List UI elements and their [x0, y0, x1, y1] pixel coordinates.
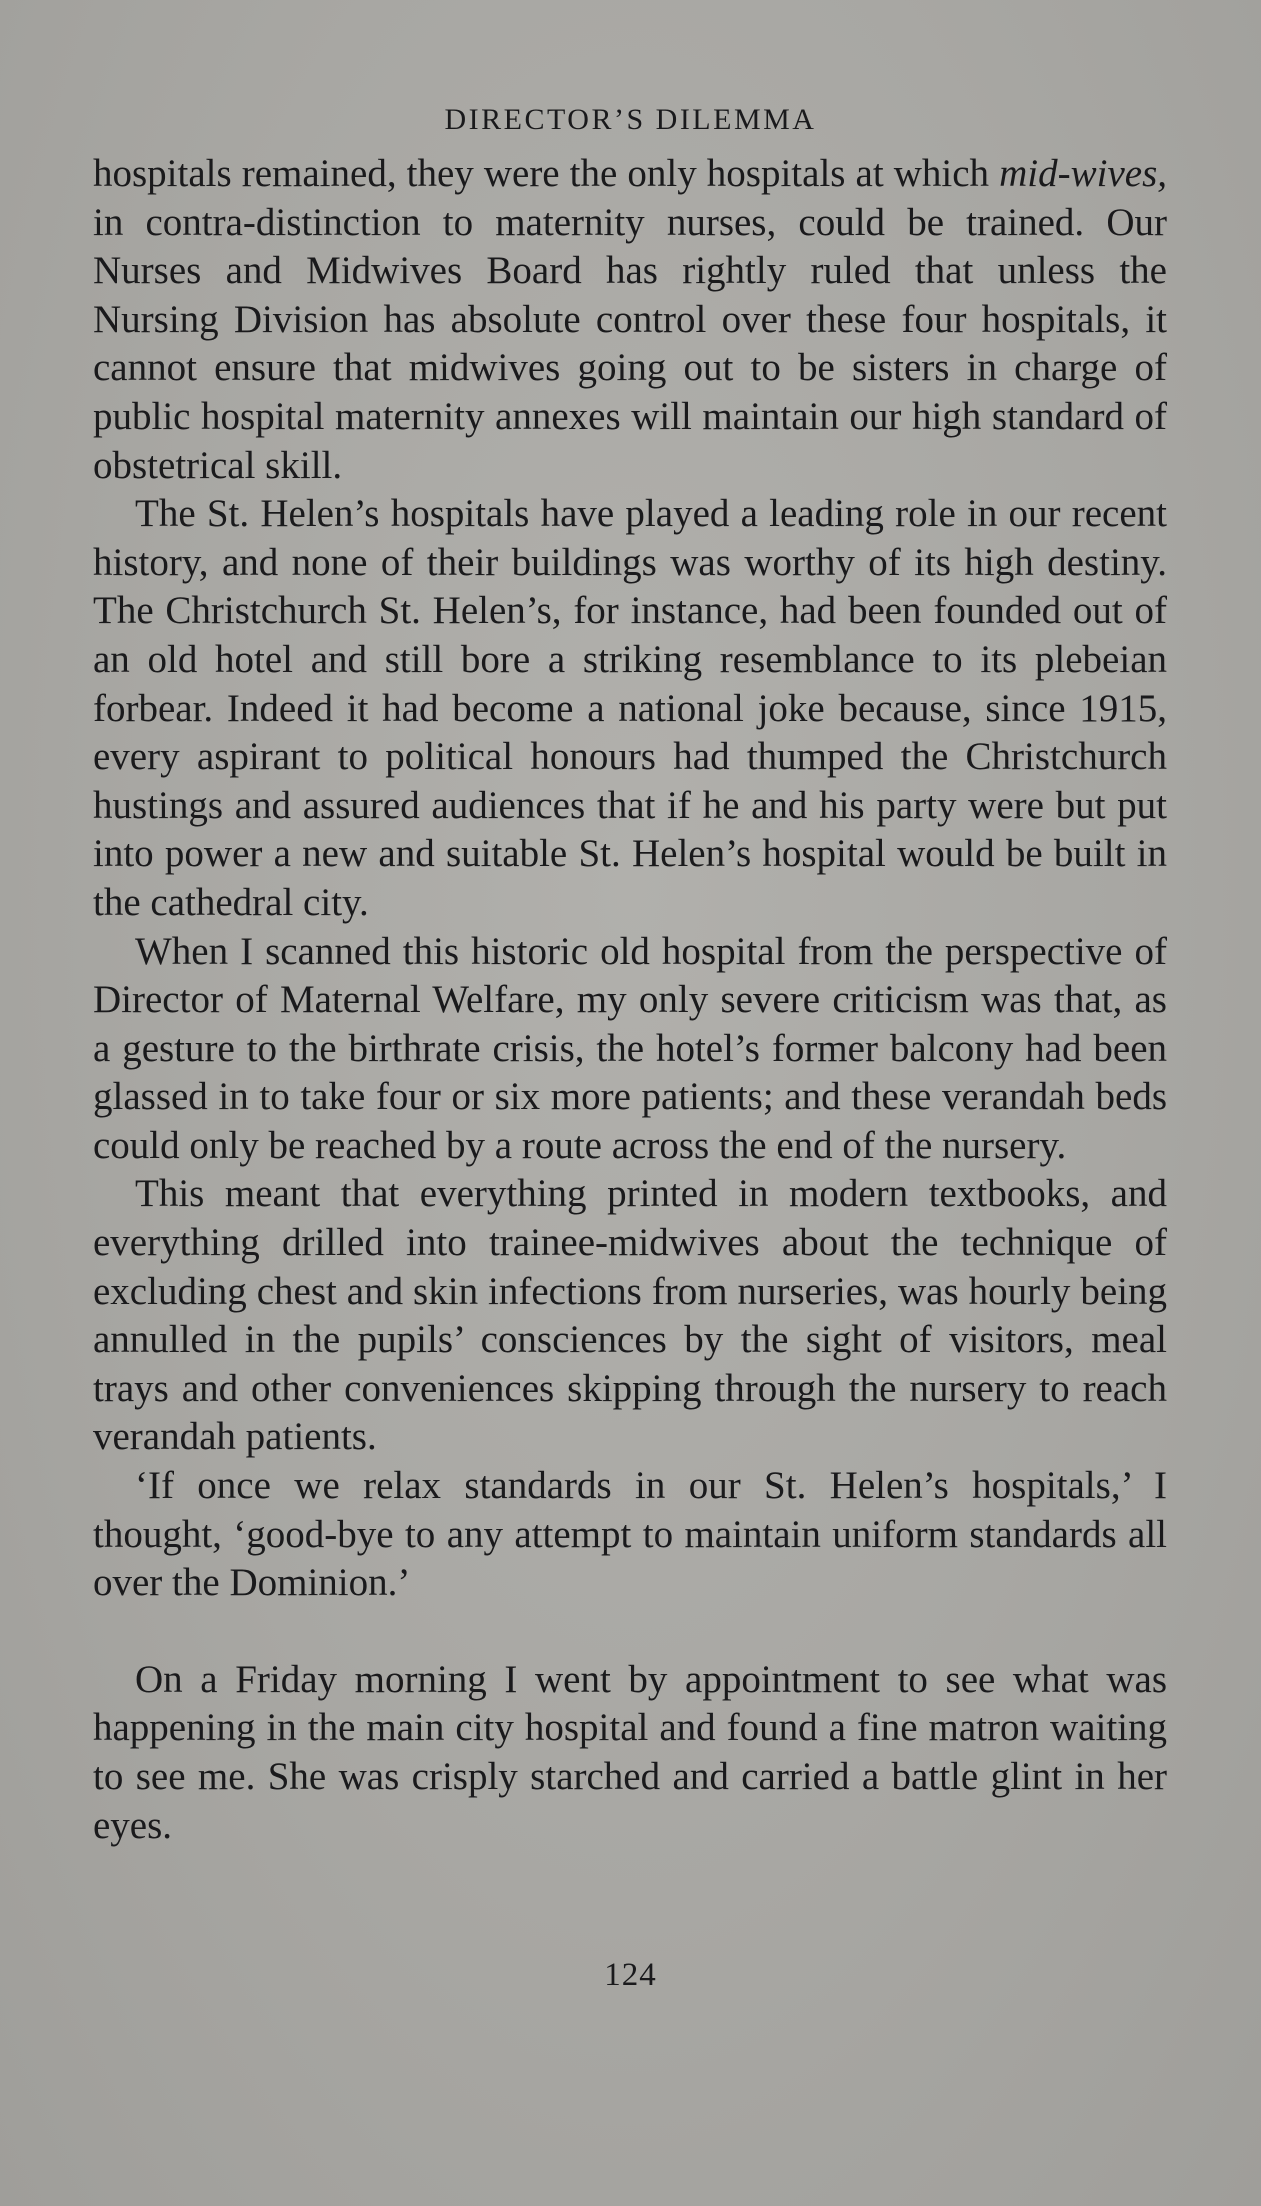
paragraph-5: ‘If once we relax standards in our St. Helen’s hospitals,’ I thought, ‘good-bye to any attempt to maintain uniform standards all over the Dominion.’ — [93, 1464, 1167, 1605]
running-head: DIRECTOR’S DILEMMA — [444, 103, 817, 136]
paragraph-1 — [93, 150, 1167, 490]
paragraph-6: On a Friday morning I went by appointment to see what was happening in the main city hospital and found a fine matron waiting to see me. She was crisply starched and carried a battle glint in her eyes. — [93, 1657, 1167, 1847]
paragraph-1-lead: hospitals remained, they were the only hospitals at which — [93, 152, 1000, 195]
page-number: 124 — [604, 1957, 657, 1993]
paragraph-2: The St. Helen’s hospitals have played a leading role in our recent history, and none of their buildings was worthy of its high destiny. The Christchurch St. Helen’s, for instance, had been founded out of an old hotel and still bore a striking resemblance to its plebeian forbear. Indeed it had become a national joke because, since 1915, every aspirant to political honours had thumped the Christchurch hustings and assured audiences that if he and his party were but put into power a new and suitable St. Helen’s hospital would be built in the cathedral city. — [93, 492, 1167, 924]
paragraph-1-emphasis: mid-wives, — [999, 152, 1167, 195]
paragraph-1-rest: in contra-distinction to maternity nurses, could be trained. Our Nurses and Midwives Board has rightly ruled that unless the Nursing Division has absolute control over these four hospitals, it cannot ensure that midwives going out to be sisters in charge of public hospital maternity annexes will maintain our high standard of obstetrical skill. — [93, 200, 1167, 487]
body-text — [93, 150, 1167, 1850]
paragraph-4: This meant that everything printed in modern textbooks, and everything drilled into trainee-midwives about the technique of excluding chest and skin infections from nurseries, was hourly being annulled in the pupils’ consciences by the sight of visitors, meal trays and other conveniences skipping through the nursery to reach verandah patients. — [93, 1172, 1167, 1459]
paragraph-3: When I scanned this historic old hospital from the perspective of Director of Maternal Welfare, my only severe criticism was that, as a gesture to the birthrate crisis, the hotel’s former balcony had been glassed in to take four or six more patients; and these verandah beds could only be reached by a route across the end of the nursery. — [93, 929, 1167, 1167]
